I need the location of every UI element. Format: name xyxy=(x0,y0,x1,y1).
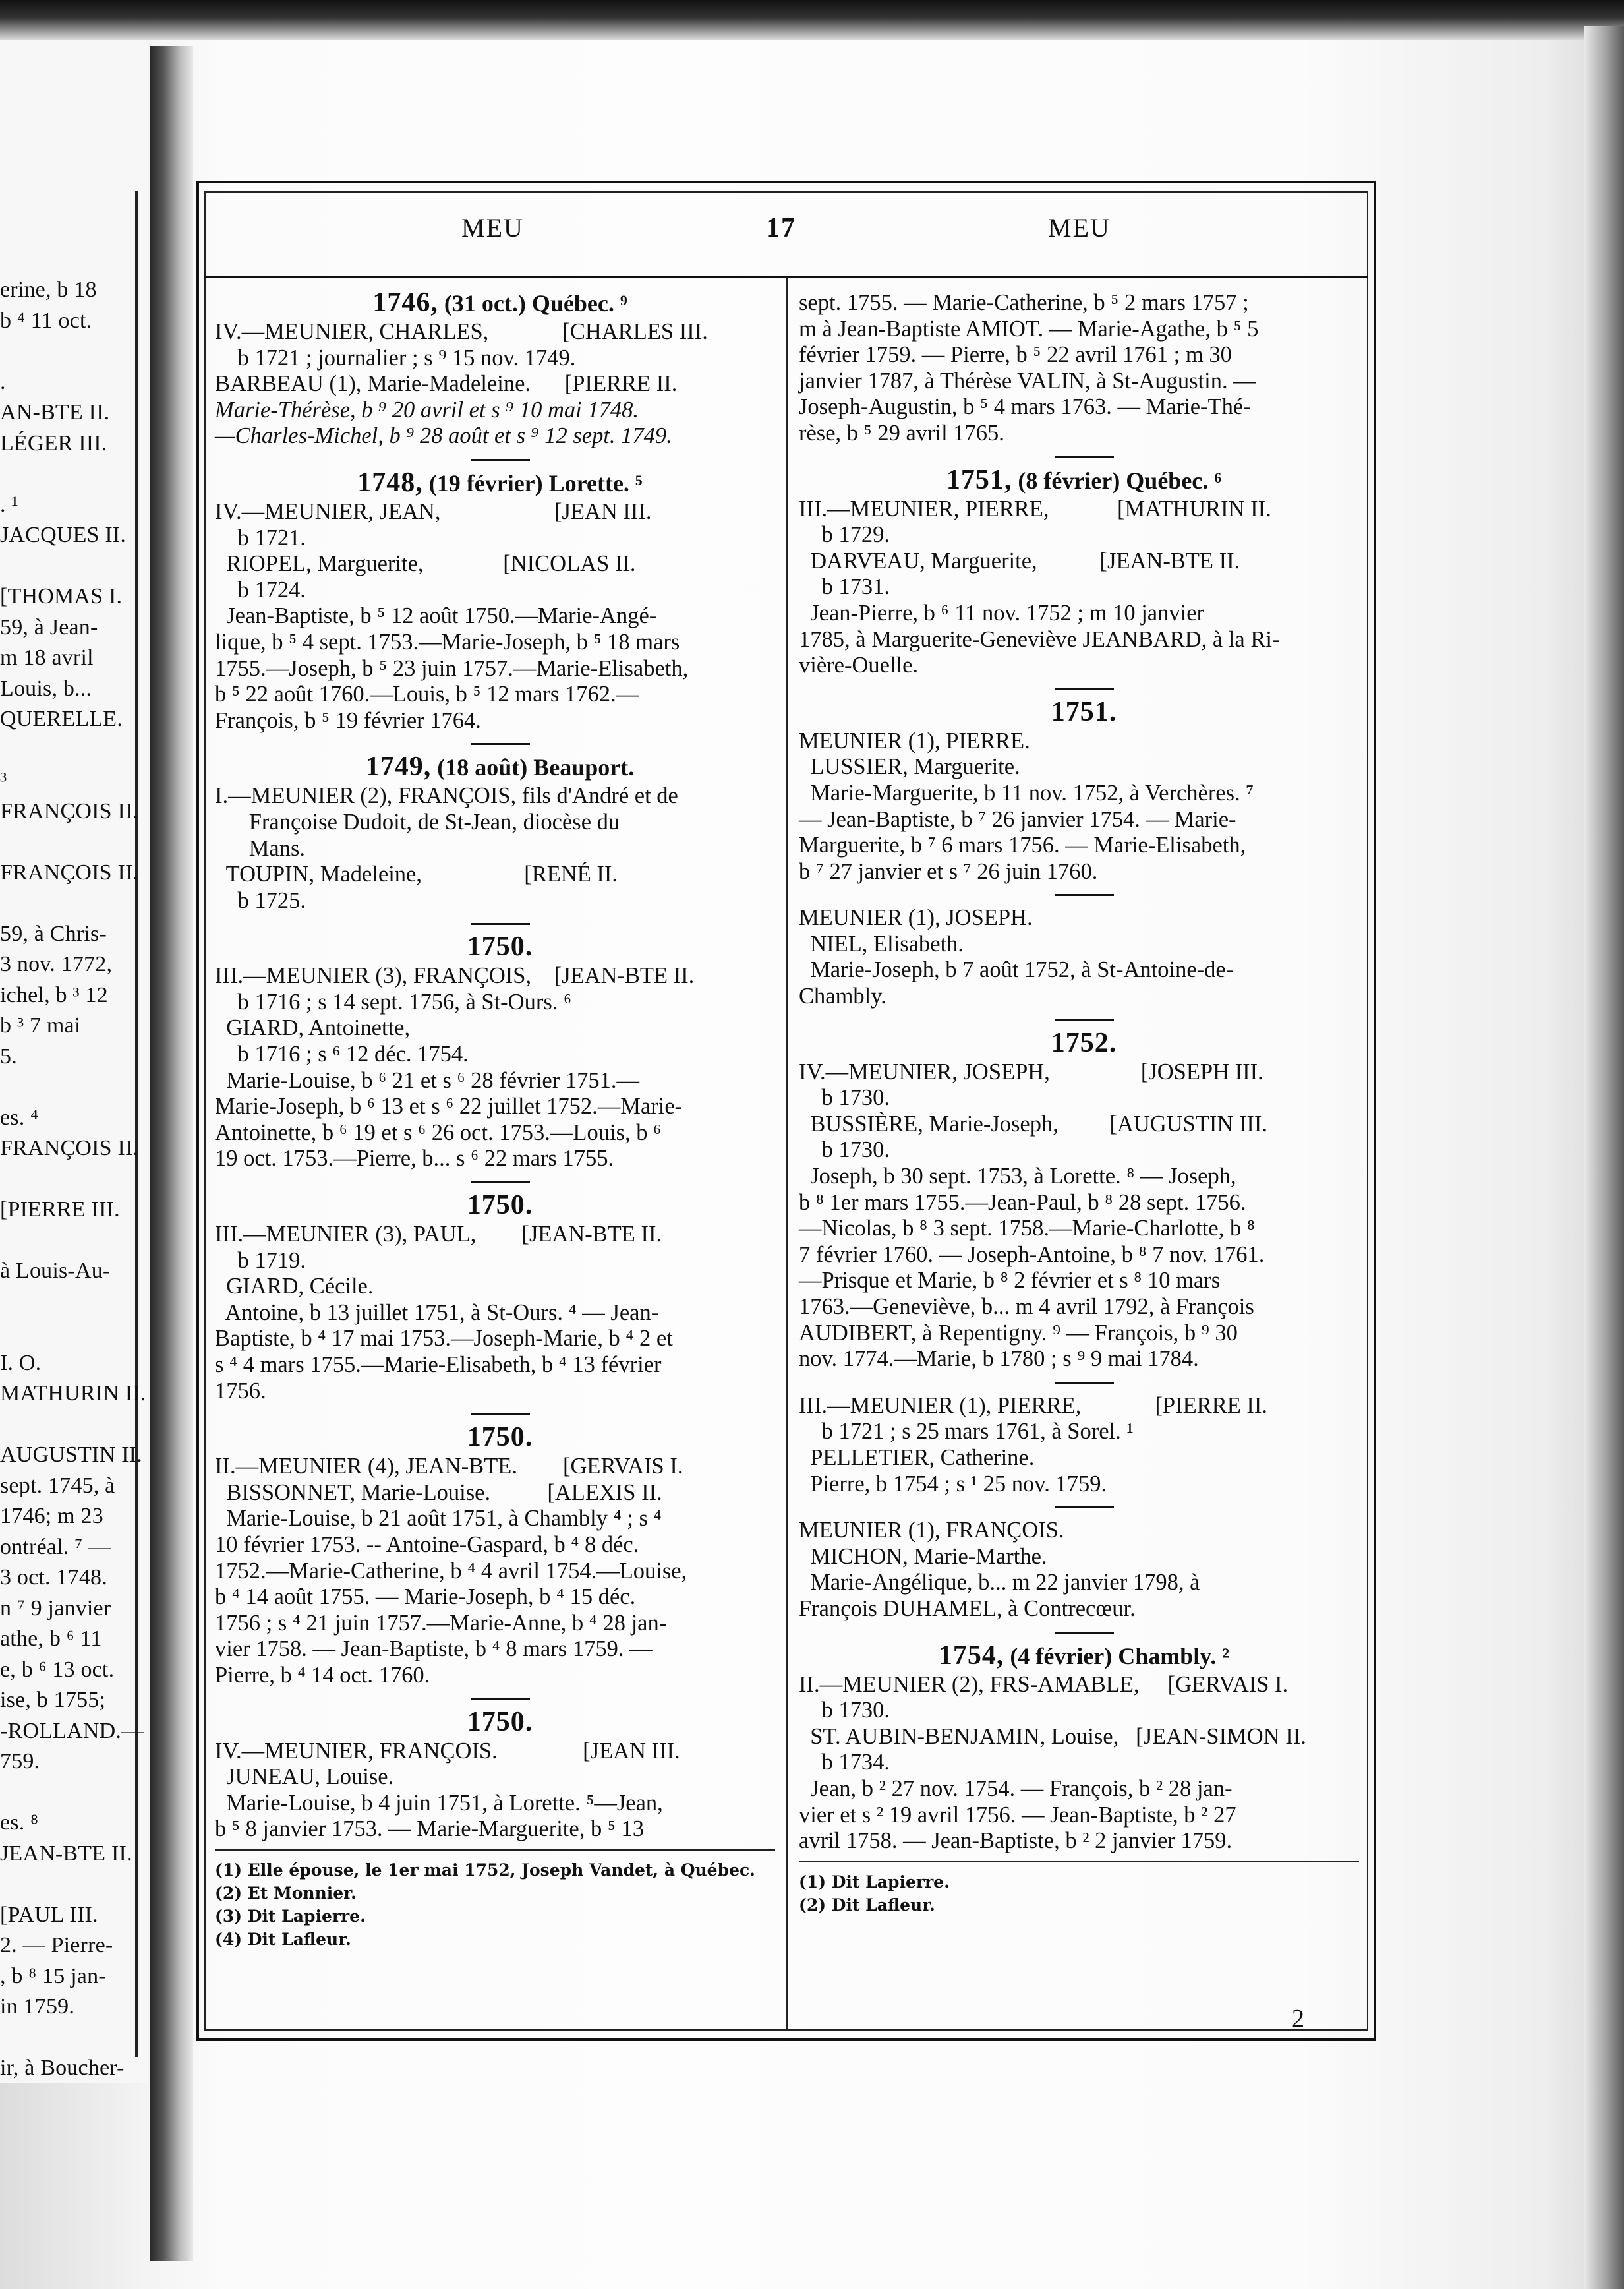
previous-page-line: QUERELLE. xyxy=(0,707,123,731)
entry-date-heading xyxy=(799,1027,1369,1059)
previous-page-line: , b ⁸ 15 jan- xyxy=(0,1963,106,1988)
entry-place: (8 février) Québec. ⁶ xyxy=(1012,467,1222,494)
entry-line: b ⁴ 14 août 1755. — Marie-Joseph, b ⁴ 15 déc. xyxy=(215,1584,636,1610)
header-right-word: MEU xyxy=(1048,213,1111,243)
entry-line: 1763.—Geneviève, b... m 4 avril 1792, à François xyxy=(799,1294,1254,1319)
entry-line: b 1721 ; s 25 mars 1761, à Sorel. ¹ xyxy=(799,1419,1134,1444)
entry-line: IV.—MEUNIER, FRANÇOIS. [JEAN III. xyxy=(215,1738,680,1764)
entry-line: 19 oct. 1753.—Pierre, b... s ⁶ 22 mars 1755. xyxy=(215,1146,614,1172)
entry-line: Antoinette, b ⁶ 19 et s ⁶ 26 oct. 1753.—Louis, b ⁶ xyxy=(215,1119,662,1145)
previous-page-line: . ¹ xyxy=(0,492,18,517)
entry-line: MICHON, Marie-Marthe. xyxy=(799,1543,1047,1569)
entry-line: JUNEAU, Louise. xyxy=(215,1764,394,1790)
entry-separator xyxy=(1055,1506,1114,1508)
entry-line: Jean-Baptiste, b ⁵ 12 août 1750.—Marie-Angé- xyxy=(215,603,657,629)
entry-line: BARBEAU (1), Marie-Madeleine. [PIERRE II. xyxy=(215,371,678,397)
entry-separator xyxy=(1055,894,1114,896)
entry-separator xyxy=(471,743,530,745)
entry-line: Jean-Pierre, b ⁶ 11 nov. 1752 ; m 10 janvier xyxy=(799,600,1205,626)
previous-page-line: . xyxy=(0,369,6,394)
entry-line: 1756 ; s ⁴ 21 juin 1757.—Marie-Anne, b ⁴ 28 jan- xyxy=(215,1610,667,1636)
entry-separator xyxy=(1055,1019,1114,1021)
entry-line: III.—MEUNIER, PIERRE, [MATHURIN II. xyxy=(799,496,1271,521)
entry-line: b ⁷ 27 janvier et s ⁷ 26 juin 1760. xyxy=(799,858,1098,884)
entry-line: Mans. xyxy=(215,835,306,861)
entry-line: III.—MEUNIER (1), PIERRE, [PIERRE II. xyxy=(799,1392,1268,1418)
entry-date-heading xyxy=(799,696,1369,728)
right-column xyxy=(799,290,1369,1917)
entry-date-heading xyxy=(215,934,785,963)
entry-place: (18 août) Beauport. xyxy=(431,754,635,781)
entry-date-heading xyxy=(799,1640,1369,1672)
entry-date-heading xyxy=(799,464,1369,496)
entry-line: Marie-Louise, b 4 juin 1751, à Lorette. ⁵—Jean, xyxy=(215,1790,663,1816)
entry-line: m à Jean-Baptiste AMIOT. — Marie-Agathe, b ⁵ 5 xyxy=(799,316,1259,342)
entry-separator xyxy=(1055,1632,1114,1634)
entry-year: 1752. xyxy=(1051,1027,1117,1058)
entry-line: —Charles-Michel, b ⁹ 28 août et s ⁹ 12 sept. 1749. xyxy=(215,423,672,449)
previous-page-line: FRANÇOIS II. xyxy=(0,860,139,885)
entry-line: PELLETIER, Catherine. xyxy=(799,1444,1035,1470)
entry-separator xyxy=(1055,1382,1114,1384)
entry-date-heading xyxy=(215,287,785,319)
entry-line: LUSSIER, Marguerite. xyxy=(799,754,1020,780)
previous-page-line: -ROLLAND.— xyxy=(0,1718,144,1743)
entry-line: BISSONNET, Marie-Louise. [ALEXIS II. xyxy=(215,1479,662,1505)
entry-line: NIEL, Elisabeth. xyxy=(799,931,964,957)
previous-page-line: FRANÇOIS II. xyxy=(0,1136,139,1160)
header-left-word: MEU xyxy=(461,213,524,243)
previous-page-line: sept. 1745, à xyxy=(0,1473,115,1498)
entry-line: avril 1758. — Jean-Baptiste, b ² 2 janvier 1759. xyxy=(799,1828,1232,1854)
page-number: 17 xyxy=(766,213,796,243)
entry-line: s ⁴ 4 mars 1755.—Marie-Elisabeth, b ⁴ 13 février xyxy=(215,1352,662,1377)
entry-line: —Prisque et Marie, b ⁸ 2 février et s ⁸ 10 mars xyxy=(799,1268,1221,1293)
footnote: (2) Dit Lafleur. xyxy=(799,1895,935,1915)
entry-year: 1750. xyxy=(467,932,533,963)
entry-line: III.—MEUNIER (3), PAUL, [JEAN-BTE II. xyxy=(215,1222,662,1247)
previous-page-line: ichel, b ³ 12 xyxy=(0,982,108,1007)
footnote: (3) Dit Lapierre. xyxy=(215,1906,366,1926)
entry-line: sept. 1755. — Marie-Catherine, b ⁵ 2 mars 1757 ; xyxy=(799,290,1249,315)
running-header xyxy=(204,212,1368,252)
entry-line: IV.—MEUNIER, CHARLES, [CHARLES III. xyxy=(215,319,708,344)
entry-line: AUDIBERT, à Repentigny. ⁹ — François, b ⁹ 30 xyxy=(799,1320,1238,1346)
previous-page-line: 3 nov. 1772, xyxy=(0,952,113,976)
previous-page-line: [THOMAS I. xyxy=(0,584,123,609)
left-column xyxy=(215,287,785,1951)
entry-place: (31 oct.) Québec. ⁹ xyxy=(438,290,627,316)
entry-line: b ⁵ 22 août 1760.—Louis, b ⁵ 12 mars 1762.— xyxy=(215,682,639,707)
entry-line: Marie-Marguerite, b 11 nov. 1752, à Verchères. ⁷ xyxy=(799,780,1254,806)
entry-line: Jean, b ² 27 nov. 1754. — François, b ² 28 jan- xyxy=(799,1775,1232,1801)
previous-page-line: 759. xyxy=(0,1749,40,1773)
entry-place: (19 février) Lorette. ⁵ xyxy=(422,469,643,496)
entry-line: Marie-Louise, b ⁶ 21 et s ⁶ 28 février 1751.— xyxy=(215,1067,639,1093)
entry-line: Joseph, b 30 sept. 1753, à Lorette. ⁸ — Joseph, xyxy=(799,1164,1236,1189)
previous-page-line: athe, b ⁶ 11 xyxy=(0,1626,102,1651)
previous-page-line: ise, b 1755; xyxy=(0,1688,106,1712)
footnote-rule xyxy=(799,1861,1359,1862)
previous-page-line: à Louis-Au- xyxy=(0,1259,111,1283)
entry-line: Marie-Louise, b 21 août 1751, à Chambly ⁴ ; s ⁴ xyxy=(215,1506,662,1531)
entry-separator xyxy=(1055,688,1114,690)
entry-line: MEUNIER (1), PIERRE. xyxy=(799,728,1030,754)
entry-year: 1754, xyxy=(938,1640,1004,1671)
previous-page-line: in 1759. xyxy=(0,1994,75,2019)
previous-page-strip xyxy=(0,40,148,2083)
entry-line: b 1731. xyxy=(799,574,890,600)
entry-line: janvier 1787, à Thérèse VALIN, à St-Augustin. — xyxy=(799,368,1256,394)
entry-line: II.—MEUNIER (4), JEAN-BTE. [GERVAIS I. xyxy=(215,1454,683,1479)
entry-line: Chambly. xyxy=(799,984,886,1009)
entry-line: —Nicolas, b ⁸ 3 sept. 1758.—Marie-Charlotte, b ⁸ xyxy=(799,1216,1255,1241)
top-dark-edge xyxy=(0,0,1624,40)
previous-page-line: JEAN-BTE II. xyxy=(0,1841,132,1866)
entry-line: 7 février 1760. — Joseph-Antoine, b ⁸ 7 nov. 1761. xyxy=(799,1241,1265,1267)
entry-line: b 1734. xyxy=(799,1750,890,1775)
entry-line: DARVEAU, Marguerite, [JEAN-BTE II. xyxy=(799,548,1240,574)
entry-line: GIARD, Antoinette, xyxy=(215,1015,411,1041)
entry-line: 1755.—Joseph, b ⁵ 23 juin 1757.—Marie-Elisabeth, xyxy=(215,655,689,681)
entry-line: Marie-Thérèse, b ⁹ 20 avril et s ⁹ 10 mai 1748. xyxy=(215,397,639,423)
entry-line: 1752.—Marie-Catherine, b ⁴ 4 avril 1754.—Louise, xyxy=(215,1558,687,1584)
previous-page-line: 1746; m 23 xyxy=(0,1504,103,1528)
previous-page-line: m 18 avril xyxy=(0,645,94,670)
entry-line: b 1721 ; journalier ; s ⁹ 15 nov. 1749. xyxy=(215,345,576,371)
entry-line: GIARD, Cécile. xyxy=(215,1274,374,1299)
entry-line: RIOPEL, Marguerite, [NICOLAS II. xyxy=(215,551,636,577)
previous-page-line: es. ⁴ xyxy=(0,1105,39,1130)
entry-separator xyxy=(471,923,530,925)
entry-line: b 1725. xyxy=(215,887,306,913)
signature-mark: 2 xyxy=(1292,2005,1304,2033)
previous-page-line: JACQUES II. xyxy=(0,523,127,547)
entry-line: Joseph-Augustin, b ⁵ 4 mars 1763. — Marie-Thé- xyxy=(799,394,1251,420)
entry-separator xyxy=(1055,456,1114,458)
entry-line: vière-Ouelle. xyxy=(799,653,919,678)
previous-page-line: [PAUL III. xyxy=(0,1902,98,1927)
entry-separator xyxy=(471,459,530,461)
footnote: (4) Dit Lafleur. xyxy=(215,1929,351,1949)
previous-page-line: e, b ⁶ 13 oct. xyxy=(0,1657,115,1682)
entry-line: b ⁵ 8 janvier 1753. — Marie-Marguerite, b ⁵ 13 xyxy=(215,1816,644,1842)
entry-line: b ⁸ 1er mars 1755.—Jean-Paul, b ⁸ 28 sept. 1756. xyxy=(799,1189,1246,1215)
entry-line: vier 1758. — Jean-Baptiste, b ⁴ 8 mars 1759. — xyxy=(215,1636,652,1662)
previous-page-frame-rule xyxy=(135,191,138,2057)
entry-line: b 1730. xyxy=(799,1137,890,1163)
previous-page-line: ³ xyxy=(0,768,7,792)
previous-page-line: es. ⁸ xyxy=(0,1810,39,1835)
entry-line: François, b ⁵ 19 février 1764. xyxy=(215,707,481,733)
previous-page-line: ontréal. ⁷ — xyxy=(0,1534,111,1559)
entry-line: b 1716 ; s 14 sept. 1756, à St-Ours. ⁶ xyxy=(215,989,572,1015)
entry-date-heading xyxy=(215,754,785,783)
entry-line: IV.—MEUNIER, JOSEPH, [JOSEPH III. xyxy=(799,1059,1263,1085)
previous-page-line: FRANÇOIS II. xyxy=(0,798,139,823)
entry-line: b 1716 ; s ⁶ 12 déc. 1754. xyxy=(215,1042,469,1067)
previous-page-line: 59, à Chris- xyxy=(0,921,107,946)
previous-page-line: 5. xyxy=(0,1044,17,1069)
previous-page-line: 59, à Jean- xyxy=(0,614,98,639)
previous-page-line: 3 oct. 1748. xyxy=(0,1565,107,1590)
entry-line: 10 février 1753. -- Antoine-Gaspard, b ⁴ 8 déc. xyxy=(215,1531,639,1557)
previous-page-line: MATHURIN II. xyxy=(0,1381,146,1406)
entry-line: ST. AUBIN-BENJAMIN, Louise, [JEAN-SIMON II. xyxy=(799,1723,1306,1749)
entry-separator xyxy=(471,1698,530,1700)
entry-line: b 1719. xyxy=(215,1247,306,1273)
entry-line: Antoine, b 13 juillet 1751, à St-Ours. ⁴ — Jean- xyxy=(215,1299,659,1325)
previous-page-line: Louis, b... xyxy=(0,676,92,701)
entry-line: 1785, à Marguerite-Geneviève JEANBARD, à la Ri- xyxy=(799,626,1280,652)
entry-year: 1750. xyxy=(467,1190,533,1221)
entry-line: 1756. xyxy=(215,1378,266,1404)
previous-page-line: I. O. xyxy=(0,1350,42,1375)
entry-line: Marguerite, b ⁷ 6 mars 1756. — Marie-Elisabeth, xyxy=(799,833,1246,858)
entry-line: Marie-Joseph, b ⁶ 13 et s ⁶ 22 juillet 1752.—Marie- xyxy=(215,1094,683,1119)
entry-line: Marie-Joseph, b 7 août 1752, à St-Antoine-de- xyxy=(799,957,1234,983)
entry-line: nov. 1774.—Marie, b 1780 ; s ⁹ 9 mai 1784. xyxy=(799,1346,1199,1372)
entry-line: vier et s ² 19 avril 1756. — Jean-Baptiste, b ² 27 xyxy=(799,1802,1236,1828)
entry-line: Pierre, b 1754 ; s ¹ 25 nov. 1759. xyxy=(799,1471,1107,1497)
entry-line: b 1729. xyxy=(799,522,890,548)
entry-year: 1750. xyxy=(467,1422,533,1453)
column-divider xyxy=(786,277,788,2031)
entry-line: — Jean-Baptiste, b ⁷ 26 janvier 1754. — Marie- xyxy=(799,806,1236,832)
entry-line: IV.—MEUNIER, JEAN, [JEAN III. xyxy=(215,498,652,524)
previous-page-line: ir, à Boucher- xyxy=(0,2056,125,2080)
previous-page-line: [PIERRE III. xyxy=(0,1197,120,1222)
entry-line: b 1721. xyxy=(215,525,306,550)
previous-page-line: LÉGER III. xyxy=(0,431,107,456)
entry-year: 1751, xyxy=(946,464,1012,495)
footnote: (1) Elle épouse, le 1er mai 1752, Joseph Vandet, à Québec. xyxy=(215,1860,755,1880)
entry-year: 1750. xyxy=(467,1706,533,1737)
entry-date-heading xyxy=(215,1422,785,1454)
entry-line: février 1759. — Pierre, b ⁵ 22 avril 1761 ; m 30 xyxy=(799,342,1232,368)
entry-line: MEUNIER (1), FRANÇOIS. xyxy=(799,1518,1064,1543)
entry-separator xyxy=(471,1413,530,1415)
entry-line: Baptiste, b ⁴ 17 mai 1753.—Joseph-Marie, b ⁴ 2 et xyxy=(215,1326,673,1352)
book-gutter xyxy=(150,46,193,2261)
entry-line: rèse, b ⁵ 29 avril 1765. xyxy=(799,420,1004,446)
book-right-edge xyxy=(1584,26,1624,2289)
entry-line: I.—MEUNIER (2), FRANÇOIS, fils d'André et de xyxy=(215,783,678,809)
entry-date-heading xyxy=(215,467,785,499)
entry-line: TOUPIN, Madeleine, [RENÉ II. xyxy=(215,862,618,887)
entry-date-heading xyxy=(215,1190,785,1222)
previous-page-line: AN-BTE II. xyxy=(0,400,110,425)
entry-line: Marie-Angélique, b... m 22 janvier 1798, à xyxy=(799,1570,1200,1595)
entry-line: MEUNIER (1), JOSEPH. xyxy=(799,905,1033,931)
entry-line: Pierre, b ⁴ 14 oct. 1760. xyxy=(215,1662,430,1688)
footnote: (1) Dit Lapierre. xyxy=(799,1872,950,1891)
previous-page-line: erine, b 18 xyxy=(0,278,97,302)
entry-place: (4 février) Chambly. ² xyxy=(1004,1642,1230,1669)
entry-line: III.—MEUNIER (3), FRANÇOIS, [JEAN-BTE II. xyxy=(215,963,695,989)
footnote-rule xyxy=(215,1849,775,1851)
entry-line: II.—MEUNIER (2), FRS-AMABLE, [GERVAIS I. xyxy=(799,1671,1289,1697)
entry-line: b 1730. xyxy=(799,1085,890,1111)
previous-page-line: b ³ 7 mai xyxy=(0,1013,81,1038)
entry-line: b 1724. xyxy=(215,577,306,603)
entry-year: 1748, xyxy=(357,467,423,498)
entry-line: b 1730. xyxy=(799,1698,890,1723)
previous-page-line: AUGUSTIN II. xyxy=(0,1442,142,1467)
entry-line: François DUHAMEL, à Contrecœur. xyxy=(799,1595,1136,1621)
previous-page-line: n ⁷ 9 janvier xyxy=(0,1595,111,1620)
previous-page-line: b ⁴ 11 oct. xyxy=(0,308,92,333)
entry-year: 1751. xyxy=(1051,696,1117,727)
entry-separator xyxy=(471,1181,530,1183)
entry-line: Françoise Dudoit, de St-Jean, diocèse du xyxy=(215,809,620,835)
entry-line: BUSSIÈRE, Marie-Joseph, [AUGUSTIN III. xyxy=(799,1111,1268,1137)
entry-year: 1749, xyxy=(365,752,432,783)
footnote: (2) Et Monnier. xyxy=(215,1883,357,1903)
entry-line: lique, b ⁵ 4 sept. 1753.—Marie-Joseph, b ⁵ 18 mars xyxy=(215,629,680,655)
entry-year: 1746, xyxy=(372,287,438,318)
previous-page-line: 2. — Pierre- xyxy=(0,1933,113,1957)
entry-date-heading xyxy=(215,1706,785,1739)
